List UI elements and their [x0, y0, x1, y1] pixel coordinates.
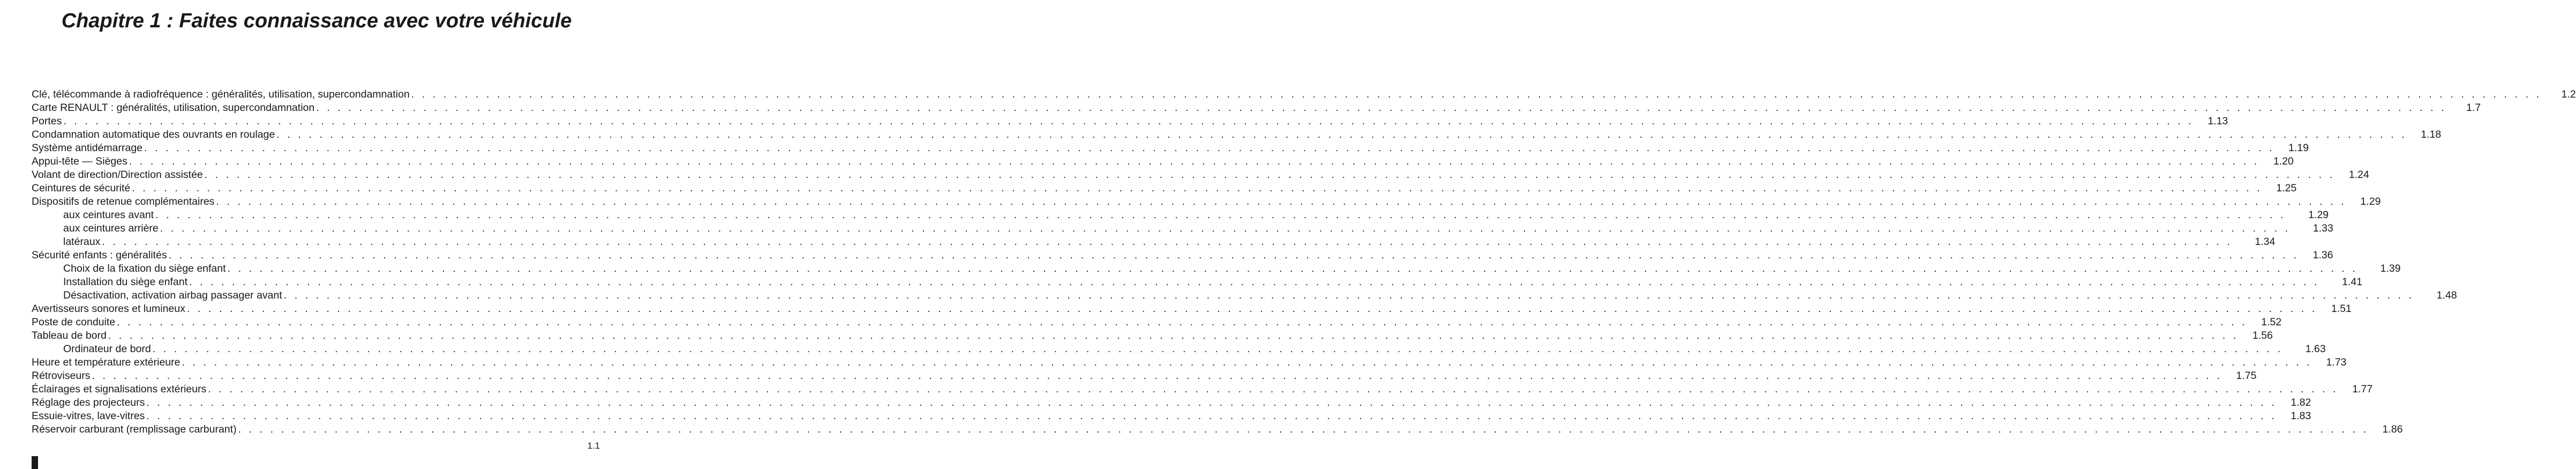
toc-dot-leader: . . . . . . . . . . . . . . . . . . . . . . . . . . . . . . . . . . . . . . . . . . . . . . . . . . . . . . . . . . . . . . . . . . . . . . . . . . . . . . . . . . . . . . . . . . . . . . . . . . . . . . . . . . . . . . . . . . . . . . . . . . . . . . . . . . . . . . . . . . . . . . . . . . . . . . . . . . . . . . . . . . . . . . . . . . . . . . . . . . . . . . . . . . . . . . . . . . . . . . .: [155, 209, 2286, 221]
toc-entry-page: 1.52: [2261, 316, 2282, 328]
toc-entry-page: 1.34: [2255, 236, 2275, 248]
toc-entry-page: 1.29: [2360, 196, 2381, 207]
toc-entry-label: Carte RENAULT : généralités, utilisation, supercondamnation: [32, 102, 315, 114]
toc-entry-page: 1.36: [2312, 249, 2333, 261]
toc-entry[interactable]: [32, 302, 2352, 316]
toc-dot-leader: . . . . . . . . . . . . . . . . . . . . . . . . . . . . . . . . . . . . . . . . . . . . . . . . . . . . . . . . . . . . . . . . . . . . . . . . . . . . . . . . . . . . . . . . . . . . . . . . . . . . . . . . . . . . . . . . . . . . . . . . . . . . . . . . . . . . . . . . . . . . . . . . . . . . . . . . . . . . . . . . . . . . . . . . . . . . . . . . . . . . . . . . . . . . . . . . . . . . . . .: [129, 155, 2259, 167]
toc-dot-leader: . . . . . . . . . . . . . . . . . . . . . . . . . . . . . . . . . . . . . . . . . . . . . . . . . . . . . . . . . . . . . . . . . . . . . . . . . . . . . . . . . . . . . . . . . . . . . . . . . . . . . . . . . . . . . . . . . . . . . . . . . . . . . . . . . . . . . . . . . . . . . . . . . . . . . . . . . . . . . . . . . . . . . . . . . . . . . . . . . . . . . . . . . . . . . . . . . . . . . . .: [144, 142, 2275, 154]
toc-entry-label: Clé, télécommande à radiofréquence : généralités, utilisation, supercondamnation: [32, 88, 410, 100]
toc-entry-label: Désactivation, activation airbag passager avant: [63, 289, 282, 301]
toc-entry-page: 1.18: [2421, 129, 2442, 140]
toc-entry-label: Avertisseurs sonores et lumineux: [32, 303, 185, 315]
toc-entry-page: 1.83: [2290, 410, 2311, 422]
toc-entry[interactable]: [32, 383, 2373, 396]
toc-entry[interactable]: [32, 423, 2403, 436]
toc-entry[interactable]: [32, 396, 2311, 410]
toc-entry[interactable]: [32, 316, 2282, 329]
toc-dot-leader: . . . . . . . . . . . . . . . . . . . . . . . . . . . . . . . . . . . . . . . . . . . . . . . . . . . . . . . . . . . . . . . . . . . . . . . . . . . . . . . . . . . . . . . . . . . . . . . . . . . . . . . . . . . . . . . . . . . . . . . . . . . . . . . . . . . . . . . . . . . . . . . . . . . . . . . . . . . . . . . . . . . . . . . . . . . . . . . . . . . . . . . . . . . . . . . . . . . . . . .: [276, 129, 2407, 140]
toc-dot-leader: . . . . . . . . . . . . . . . . . . . . . . . . . . . . . . . . . . . . . . . . . . . . . . . . . . . . . . . . . . . . . . . . . . . . . . . . . . . . . . . . . . . . . . . . . . . . . . . . . . . . . . . . . . . . . . . . . . . . . . . . . . . . . . . . . . . . . . . . . . . . . . . . . . . . . . . . . . . . . . . . . . . . . . . . . . . . . . . . . . . . . . . . . . . . . . . . . . . . . . .: [316, 102, 2447, 114]
toc-dot-leader: . . . . . . . . . . . . . . . . . . . . . . . . . . . . . . . . . . . . . . . . . . . . . . . . . . . . . . . . . . . . . . . . . . . . . . . . . . . . . . . . . . . . . . . . . . . . . . . . . . . . . . . . . . . . . . . . . . . . . . . . . . . . . . . . . . . . . . . . . . . . . . . . . . . . . . . . . . . . . . . . . . . . . . . . . . . . . . . . . . . . . . . . . . . . . . . . . . . . . . .: [186, 303, 2317, 315]
toc-dot-leader: . . . . . . . . . . . . . . . . . . . . . . . . . . . . . . . . . . . . . . . . . . . . . . . . . . . . . . . . . . . . . . . . . . . . . . . . . . . . . . . . . . . . . . . . . . . . . . . . . . . . . . . . . . . . . . . . . . . . . . . . . . . . . . . . . . . . . . . . . . . . . . . . . . . . . . . . . . . . . . . . . . . . . . . . . . . . . . . . . . . . . . . . . . . . . . . . . . . . . . .: [63, 115, 2194, 127]
toc-entry[interactable]: [32, 235, 2275, 249]
toc-entry-page: 1.2: [2561, 88, 2576, 100]
toc-entry[interactable]: [32, 128, 2442, 142]
toc-entry-page: 1.25: [2276, 182, 2297, 194]
toc-entry-label: Essuie-vitres, lave-vitres: [32, 410, 145, 422]
toc-dot-leader: . . . . . . . . . . . . . . . . . . . . . . . . . . . . . . . . . . . . . . . . . . . . . . . . . . . . . . . . . . . . . . . . . . . . . . . . . . . . . . . . . . . . . . . . . . . . . . . . . . . . . . . . . . . . . . . . . . . . . . . . . . . . . . . . . . . . . . . . . . . . . . . . . . . . . . . . . . . . . . . . . . . . . . . . . . . . . . . . . . . . . . . . . . . . . . . . . . . . . . .: [182, 356, 2312, 368]
toc-entry-page: 1.13: [2207, 115, 2228, 127]
toc-entry[interactable]: [32, 168, 2369, 182]
toc-dot-leader: . . . . . . . . . . . . . . . . . . . . . . . . . . . . . . . . . . . . . . . . . . . . . . . . . . . . . . . . . . . . . . . . . . . . . . . . . . . . . . . . . . . . . . . . . . . . . . . . . . . . . . . . . . . . . . . . . . . . . . . . . . . . . . . . . . . . . . . . . . . . . . . . . . . . . . . . . . . . . . . . . . . . . . . . . . . . . . . . . . . . . . . . . . . . . . . . . . . . . . .: [92, 370, 2222, 382]
toc-dot-leader: . . . . . . . . . . . . . . . . . . . . . . . . . . . . . . . . . . . . . . . . . . . . . . . . . . . . . . . . . . . . . . . . . . . . . . . . . . . . . . . . . . . . . . . . . . . . . . . . . . . . . . . . . . . . . . . . . . . . . . . . . . . . . . . . . . . . . . . . . . . . . . . . . . . . . . . . . . . . . . . . . . . . . . . . . . . . . . . . . . . . . . . . . . . . . . . . . . . . . . .: [160, 222, 2290, 234]
toc-entry-page: 1.20: [2273, 155, 2294, 167]
toc-entry-page: 1.29: [2308, 209, 2329, 221]
toc-entry-page: 1.75: [2236, 370, 2257, 382]
toc-dot-leader: . . . . . . . . . . . . . . . . . . . . . . . . . . . . . . . . . . . . . . . . . . . . . . . . . . . . . . . . . . . . . . . . . . . . . . . . . . . . . . . . . . . . . . . . . . . . . . . . . . . . . . . . . . . . . . . . . . . . . . . . . . . . . . . . . . . . . . . . . . . . . . . . . . . . . . . . . . . . . . . . . . . . . . . . . . . . . . . . . . . . . . . . . . . . . . . . . . . . . . .: [189, 276, 2320, 288]
toc-entry[interactable]: [32, 249, 2333, 262]
toc-entry-page: 1.73: [2326, 356, 2347, 368]
toc-entry-page: 1.33: [2312, 222, 2333, 234]
toc-entry[interactable]: [32, 195, 2381, 209]
toc-dot-leader: . . . . . . . . . . . . . . . . . . . . . . . . . . . . . . . . . . . . . . . . . . . . . . . . . . . . . . . . . . . . . . . . . . . . . . . . . . . . . . . . . . . . . . . . . . . . . . . . . . . . . . . . . . . . . . . . . . . . . . . . . . . . . . . . . . . . . . . . . . . . . . . . . . . . . . . . . . . . . . . . . . . . . . . . . . . . . . . . . . . . . . . . . . . . . . . . . . . . . . .: [208, 383, 2339, 395]
toc-entry[interactable]: [32, 155, 2294, 168]
toc-dot-leader: . . . . . . . . . . . . . . . . . . . . . . . . . . . . . . . . . . . . . . . . . . . . . . . . . . . . . . . . . . . . . . . . . . . . . . . . . . . . . . . . . . . . . . . . . . . . . . . . . . . . . . . . . . . . . . . . . . . . . . . . . . . . . . . . . . . . . . . . . . . . . . . . . . . . . . . . . . . . . . . . . . . . . . . . . . . . . . . . . . . . . . . . . . . . . . . . . . . . . . .: [152, 343, 2283, 355]
toc-entry-page: 1.48: [2436, 289, 2457, 301]
toc-dot-leader: . . . . . . . . . . . . . . . . . . . . . . . . . . . . . . . . . . . . . . . . . . . . . . . . . . . . . . . . . . . . . . . . . . . . . . . . . . . . . . . . . . . . . . . . . . . . . . . . . . . . . . . . . . . . . . . . . . . . . . . . . . . . . . . . . . . . . . . . . . . . . . . . . . . . . . . . . . . . . . . . . . . . . . . . . . . . . . . . . . . . . . . . . . . . . . . . . . . . . . .: [411, 88, 2542, 100]
toc-entry[interactable]: [32, 356, 2347, 369]
toc-entry-label: Dispositifs de retenue complémentaires: [32, 196, 215, 207]
toc-entry-label: Réglage des projecteurs: [32, 397, 145, 408]
toc-entry[interactable]: [32, 343, 2326, 356]
toc-dot-leader: . . . . . . . . . . . . . . . . . . . . . . . . . . . . . . . . . . . . . . . . . . . . . . . . . . . . . . . . . . . . . . . . . . . . . . . . . . . . . . . . . . . . . . . . . . . . . . . . . . . . . . . . . . . . . . . . . . . . . . . . . . . . . . . . . . . . . . . . . . . . . . . . . . . . . . . . . . . . . . . . . . . . . . . . . . . . . . . . . . . . . . . . . . . . . . . . . . . . . . .: [102, 236, 2233, 248]
toc-entry-label: Réservoir carburant (remplissage carburant): [32, 423, 237, 435]
toc-entry-page: 1.19: [2288, 142, 2309, 154]
toc-entry[interactable]: [32, 276, 2363, 289]
toc-entry[interactable]: [32, 182, 2297, 195]
toc-entry-label: Ordinateur de bord: [63, 343, 151, 355]
toc-dot-leader: . . . . . . . . . . . . . . . . . . . . . . . . . . . . . . . . . . . . . . . . . . . . . . . . . . . . . . . . . . . . . . . . . . . . . . . . . . . . . . . . . . . . . . . . . . . . . . . . . . . . . . . . . . . . . . . . . . . . . . . . . . . . . . . . . . . . . . . . . . . . . . . . . . . . . . . . . . . . . . . . . . . . . . . . . . . . . . . . . . . . . . . . . . . . . . . . . . . . . . .: [146, 397, 2277, 408]
toc-entry[interactable]: [32, 329, 2273, 343]
toc-entry-page: 1.39: [2380, 263, 2401, 274]
toc-entry-page: 1.7: [2466, 102, 2481, 114]
toc-dot-leader: . . . . . . . . . . . . . . . . . . . . . . . . . . . . . . . . . . . . . . . . . . . . . . . . . . . . . . . . . . . . . . . . . . . . . . . . . . . . . . . . . . . . . . . . . . . . . . . . . . . . . . . . . . . . . . . . . . . . . . . . . . . . . . . . . . . . . . . . . . . . . . . . . . . . . . . . . . . . . . . . . . . . . . . . . . . . . . . . . . . . . . . . . . . . . . . . . . . . . . .: [168, 249, 2299, 261]
toc-entry-page: 1.24: [2348, 169, 2369, 181]
toc-dot-leader: . . . . . . . . . . . . . . . . . . . . . . . . . . . . . . . . . . . . . . . . . . . . . . . . . . . . . . . . . . . . . . . . . . . . . . . . . . . . . . . . . . . . . . . . . . . . . . . . . . . . . . . . . . . . . . . . . . . . . . . . . . . . . . . . . . . . . . . . . . . . . . . . . . . . . . . . . . . . . . . . . . . . . . . . . . . . . . . . . . . . . . . . . . . . . . . . . . . . . . .: [238, 423, 2369, 435]
toc-dot-leader: . . . . . . . . . . . . . . . . . . . . . . . . . . . . . . . . . . . . . . . . . . . . . . . . . . . . . . . . . . . . . . . . . . . . . . . . . . . . . . . . . . . . . . . . . . . . . . . . . . . . . . . . . . . . . . . . . . . . . . . . . . . . . . . . . . . . . . . . . . . . . . . . . . . . . . . . . . . . . . . . . . . . . . . . . . . . . . . . . . . . . . . . . . . . . . . . . . . . . . .: [132, 182, 2263, 194]
toc-entry-label: aux ceintures arrière: [63, 222, 159, 234]
toc-entry-label: Sécurité enfants : généralités: [32, 249, 167, 261]
toc-entry-page: 1.86: [2382, 423, 2403, 435]
toc-dot-leader: . . . . . . . . . . . . . . . . . . . . . . . . . . . . . . . . . . . . . . . . . . . . . . . . . . . . . . . . . . . . . . . . . . . . . . . . . . . . . . . . . . . . . . . . . . . . . . . . . . . . . . . . . . . . . . . . . . . . . . . . . . . . . . . . . . . . . . . . . . . . . . . . . . . . . . . . . . . . . . . . . . . . . . . . . . . . . . . . . . . . . . . . . . . . . . . . . . . . . . .: [146, 410, 2277, 422]
toc-dot-leader: . . . . . . . . . . . . . . . . . . . . . . . . . . . . . . . . . . . . . . . . . . . . . . . . . . . . . . . . . . . . . . . . . . . . . . . . . . . . . . . . . . . . . . . . . . . . . . . . . . . . . . . . . . . . . . . . . . . . . . . . . . . . . . . . . . . . . . . . . . . . . . . . . . . . . . . . . . . . . . . . . . . . . . . . . . . . . . . . . . . . . . . . . . . . . . . . . . . . . . .: [283, 289, 2414, 301]
toc-entry[interactable]: [32, 289, 2457, 302]
chapter-title: Chapitre 1 : Faites connaissance avec votre véhicule: [61, 10, 572, 32]
toc-entry-label: Heure et température extérieure: [32, 356, 181, 368]
toc-dot-leader: . . . . . . . . . . . . . . . . . . . . . . . . . . . . . . . . . . . . . . . . . . . . . . . . . . . . . . . . . . . . . . . . . . . . . . . . . . . . . . . . . . . . . . . . . . . . . . . . . . . . . . . . . . . . . . . . . . . . . . . . . . . . . . . . . . . . . . . . . . . . . . . . . . . . . . . . . . . . . . . . . . . . . . . . . . . . . . . . . . . . . . . . . . . . . . . . . . . . . . .: [117, 316, 2248, 328]
table-of-contents: [32, 88, 2576, 436]
toc-entry-page: 1.63: [2305, 343, 2326, 355]
toc-dot-leader: . . . . . . . . . . . . . . . . . . . . . . . . . . . . . . . . . . . . . . . . . . . . . . . . . . . . . . . . . . . . . . . . . . . . . . . . . . . . . . . . . . . . . . . . . . . . . . . . . . . . . . . . . . . . . . . . . . . . . . . . . . . . . . . . . . . . . . . . . . . . . . . . . . . . . . . . . . . . . . . . . . . . . . . . . . . . . . . . . . . . . . . . . . . . . . . . . . . . . . .: [227, 263, 2358, 274]
toc-entry-page: 1.51: [2331, 303, 2352, 315]
toc-entry-label: latéraux: [63, 236, 101, 248]
toc-entry[interactable]: [32, 209, 2329, 222]
toc-entry-label: Portes: [32, 115, 62, 127]
toc-entry-label: Éclairages et signalisations extérieurs: [32, 383, 207, 395]
page-number: 1.1: [587, 441, 600, 451]
toc-entry-label: Tableau de bord: [32, 330, 107, 341]
toc-entry[interactable]: [32, 101, 2481, 115]
toc-entry[interactable]: [32, 222, 2333, 235]
toc-entry-label: Rétroviseurs: [32, 370, 91, 382]
toc-entry[interactable]: [32, 142, 2309, 155]
toc-entry-label: Installation du siège enfant: [63, 276, 188, 288]
toc-dot-leader: . . . . . . . . . . . . . . . . . . . . . . . . . . . . . . . . . . . . . . . . . . . . . . . . . . . . . . . . . . . . . . . . . . . . . . . . . . . . . . . . . . . . . . . . . . . . . . . . . . . . . . . . . . . . . . . . . . . . . . . . . . . . . . . . . . . . . . . . . . . . . . . . . . . . . . . . . . . . . . . . . . . . . . . . . . . . . . . . . . . . . . . . . . . . . . . . . . . . . . .: [216, 196, 2347, 207]
page-edge-marker: [32, 456, 38, 469]
toc-dot-leader: . . . . . . . . . . . . . . . . . . . . . . . . . . . . . . . . . . . . . . . . . . . . . . . . . . . . . . . . . . . . . . . . . . . . . . . . . . . . . . . . . . . . . . . . . . . . . . . . . . . . . . . . . . . . . . . . . . . . . . . . . . . . . . . . . . . . . . . . . . . . . . . . . . . . . . . . . . . . . . . . . . . . . . . . . . . . . . . . . . . . . . . . . . . . . . . . . . . . . . .: [108, 330, 2239, 341]
toc-entry-page: 1.77: [2352, 383, 2373, 395]
toc-entry-label: Appui-tête — Sièges: [32, 155, 127, 167]
toc-entry[interactable]: [32, 115, 2228, 128]
toc-dot-leader: . . . . . . . . . . . . . . . . . . . . . . . . . . . . . . . . . . . . . . . . . . . . . . . . . . . . . . . . . . . . . . . . . . . . . . . . . . . . . . . . . . . . . . . . . . . . . . . . . . . . . . . . . . . . . . . . . . . . . . . . . . . . . . . . . . . . . . . . . . . . . . . . . . . . . . . . . . . . . . . . . . . . . . . . . . . . . . . . . . . . . . . . . . . . . . . . . . . . . . .: [204, 169, 2335, 181]
toc-entry-label: Volant de direction/Direction assistée: [32, 169, 203, 181]
toc-entry[interactable]: [32, 262, 2401, 276]
toc-entry[interactable]: [32, 410, 2311, 423]
toc-entry-label: aux ceintures avant: [63, 209, 154, 221]
toc-entry-label: Choix de la fixation du siège enfant: [63, 263, 226, 274]
toc-entry[interactable]: [32, 369, 2257, 383]
toc-entry-label: Condamnation automatique des ouvrants en roulage: [32, 129, 275, 140]
toc-entry[interactable]: [32, 88, 2576, 101]
toc-entry-label: Système antidémarrage: [32, 142, 143, 154]
toc-entry-page: 1.82: [2290, 397, 2311, 408]
toc-entry-page: 1.56: [2252, 330, 2273, 341]
toc-entry-label: Poste de conduite: [32, 316, 116, 328]
toc-entry-label: Ceintures de sécurité: [32, 182, 131, 194]
toc-entry-page: 1.41: [2342, 276, 2363, 288]
